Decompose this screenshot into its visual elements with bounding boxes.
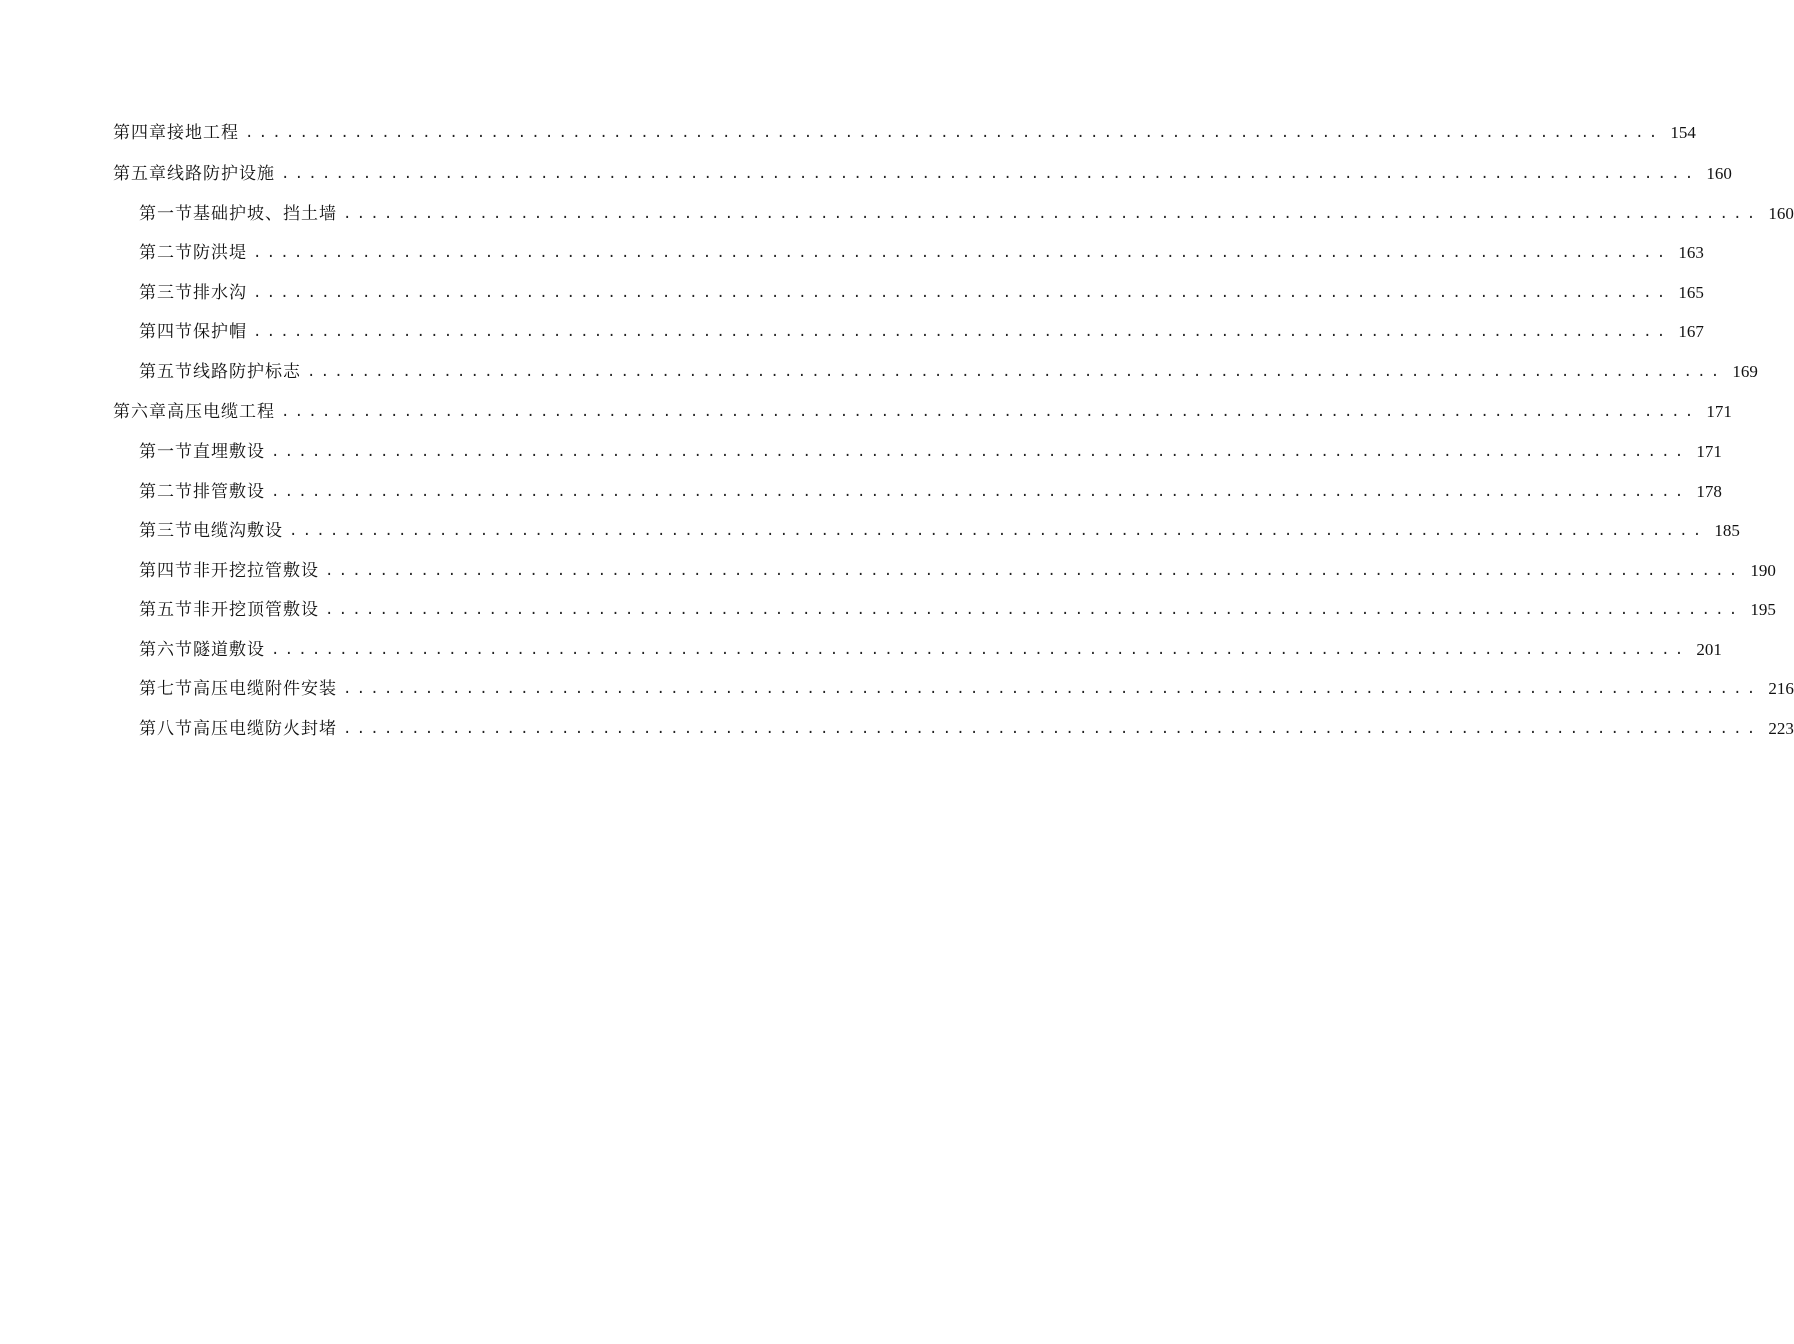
toc-entry-title: 高压电缆防火封堵 xyxy=(193,718,337,739)
toc-entry-section[interactable] xyxy=(0,591,1776,631)
toc-entry-title: 基础护坡、挡土墙 xyxy=(193,203,337,224)
toc-entry-page-number: 201 xyxy=(1696,639,1722,659)
toc-entry-number: 第五节 xyxy=(139,600,193,621)
toc-entry-number: 第四节 xyxy=(139,560,193,581)
toc-entry-page-number: 195 xyxy=(1750,600,1776,620)
dot-leader: ........................................................................................................ xyxy=(325,602,1743,619)
toc-entry-page-number: 223 xyxy=(1768,718,1794,738)
toc-entry-section[interactable] xyxy=(0,234,1704,274)
dot-leader: ........................................................................................................ xyxy=(271,641,1689,658)
dot-leader: ........................................................................................................ xyxy=(289,523,1707,540)
toc-entry-section[interactable] xyxy=(0,273,1704,313)
toc-entry-title: 电缆沟敷设 xyxy=(193,521,283,542)
toc-entry-section[interactable] xyxy=(0,709,1794,749)
dot-leader: ........................................................................................................ xyxy=(325,562,1743,579)
toc-entry-title: 排水沟 xyxy=(193,282,247,303)
dot-leader: ........................................................................................................ xyxy=(245,124,1663,141)
toc-entry-number: 第四节 xyxy=(139,322,193,343)
toc-entry-section[interactable] xyxy=(0,194,1794,234)
toc-entry-number: 第二节 xyxy=(139,481,193,502)
toc-entry-title: 防洪堤 xyxy=(193,243,247,264)
toc-entry-number: 第二节 xyxy=(139,243,193,264)
toc-entry-page-number: 190 xyxy=(1750,560,1776,580)
toc-entry-page-number: 165 xyxy=(1678,282,1704,302)
toc-entry-number: 第八节 xyxy=(139,718,193,739)
toc-entry-section[interactable] xyxy=(0,472,1722,512)
dot-leader: ........................................................................................................ xyxy=(271,444,1689,461)
toc-entry-number: 第五节 xyxy=(139,361,193,382)
table-of-contents xyxy=(0,112,1794,749)
toc-entry-title: 高压电缆工程 xyxy=(167,402,275,422)
toc-entry-number: 第六节 xyxy=(139,639,193,660)
toc-entry-chapter[interactable] xyxy=(0,112,1696,153)
dot-leader: ........................................................................................................ xyxy=(253,284,1671,301)
toc-entry-title: 线路防护标志 xyxy=(193,361,301,382)
toc-entry-section[interactable] xyxy=(0,630,1722,670)
dot-leader: ........................................................................................................ xyxy=(281,165,1699,182)
toc-entry-title: 保护帽 xyxy=(193,322,247,343)
toc-entry-number: 第三节 xyxy=(139,282,193,303)
toc-entry-page-number: 171 xyxy=(1696,442,1722,462)
toc-entry-page-number: 185 xyxy=(1714,521,1740,541)
toc-entry-page-number: 160 xyxy=(1768,203,1794,223)
toc-entry-page-number: 154 xyxy=(1670,122,1696,142)
toc-entry-chapter[interactable] xyxy=(0,392,1732,433)
toc-entry-number: 第七节 xyxy=(139,679,193,700)
toc-entry-title: 非开挖顶管敷设 xyxy=(193,600,319,621)
toc-entry-number: 第四章 xyxy=(113,122,167,143)
dot-leader: ........................................................................................................ xyxy=(253,324,1671,341)
toc-entry-page-number: 169 xyxy=(1732,361,1758,381)
toc-entry-section[interactable] xyxy=(0,551,1776,591)
toc-entry-number: 第三节 xyxy=(139,521,193,542)
toc-entry-section[interactable] xyxy=(0,512,1740,552)
dot-leader: ........................................................................................................ xyxy=(307,363,1725,380)
dot-leader: ........................................................................................................ xyxy=(281,404,1699,420)
dot-leader: ........................................................................................................ xyxy=(271,483,1689,500)
toc-entry-page-number: 167 xyxy=(1678,322,1704,342)
toc-entry-number: 第一节 xyxy=(139,442,193,463)
toc-entry-section[interactable] xyxy=(0,433,1722,473)
toc-entry-title: 排管敷设 xyxy=(193,481,265,502)
toc-entry-chapter[interactable] xyxy=(0,153,1732,194)
toc-entry-title: 非开挖拉管敷设 xyxy=(193,560,319,581)
toc-entry-section[interactable] xyxy=(0,313,1704,353)
toc-entry-title: 隧道敷设 xyxy=(193,639,265,660)
toc-entry-section[interactable] xyxy=(0,670,1794,710)
toc-entry-page-number: 160 xyxy=(1706,163,1732,183)
dot-leader: ........................................................................................................ xyxy=(343,681,1761,698)
toc-entry-number: 第一节 xyxy=(139,203,193,224)
toc-entry-section[interactable] xyxy=(0,352,1758,392)
toc-entry-title: 高压电缆附件安装 xyxy=(193,679,337,700)
toc-entry-page-number: 163 xyxy=(1678,243,1704,263)
dot-leader: ........................................................................................................ xyxy=(253,245,1671,262)
toc-entry-page-number: 178 xyxy=(1696,481,1722,501)
toc-entry-title: 线路防护设施 xyxy=(167,163,275,184)
toc-entry-page-number: 171 xyxy=(1706,402,1732,421)
toc-entry-number: 第六章 xyxy=(113,402,167,422)
toc-entry-title: 直埋敷设 xyxy=(193,442,265,463)
dot-leader: ........................................................................................................ xyxy=(343,205,1761,222)
toc-entry-page-number: 216 xyxy=(1768,679,1794,699)
dot-leader: ........................................................................................................ xyxy=(343,720,1761,737)
toc-entry-number: 第五章 xyxy=(113,163,167,184)
toc-entry-title: 接地工程 xyxy=(167,122,239,143)
